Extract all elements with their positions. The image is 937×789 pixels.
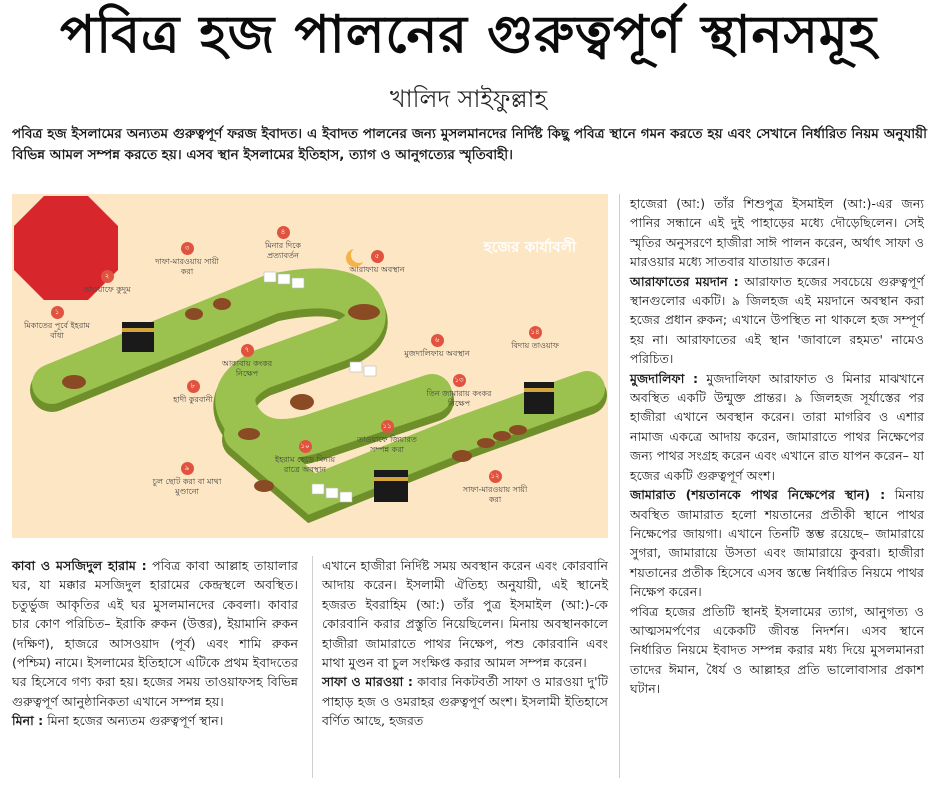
article-paragraph bbox=[12, 556, 298, 711]
step-4: ৪ মিনার দিকে প্রত্যাবর্তন bbox=[264, 228, 302, 260]
step-9: ৯ চুল ছোট করা বা মাথা মুণ্ডানো bbox=[152, 464, 222, 496]
paragraph-text: মিনা হজের অন্যতম গুরুত্বপূর্ণ স্থান। bbox=[43, 713, 224, 729]
step-1: ১ মিকাতের পূর্বে ইহরাম বাঁধা bbox=[24, 308, 90, 340]
section-heading: মিনা : bbox=[12, 713, 44, 729]
article-column-1 bbox=[12, 556, 298, 731]
paragraph-text: মিনায় অবস্থিত জামারাত হলো শয়তানের প্রতীকী স্থানে পাথর নিক্ষেপের জায়গা। এখানে তিনটি স্তম্ভ রয়েছে– জামারায়ে সুগরা, জামারায়ে উসতা এবং জামারায়ে কুবরা। হাজীরা শয়তানের প্রতীক হিসেবে এসব স্তম্ভে নির্ধারিত নিয়মে পাথর নিক্ষেপ করেন। bbox=[630, 487, 925, 600]
step-2: ২ তাওয়াফে কুদুম bbox=[83, 272, 131, 294]
hajj-steps-infographic bbox=[12, 194, 608, 538]
column-divider bbox=[312, 556, 313, 778]
article-column-3 bbox=[630, 194, 924, 699]
step-10: ১০ ইহরাম ছেড়ে মিনায় রাত্রে অবস্থান bbox=[274, 442, 336, 474]
section-heading: আরাফাতের ময়দান : bbox=[630, 273, 739, 289]
article-paragraph bbox=[322, 672, 608, 730]
article-paragraph bbox=[630, 602, 924, 699]
section-heading: সাফা ও মারওয়া : bbox=[322, 674, 413, 690]
paragraph-text: পবিত্র হজের প্রতিটি স্থানই ইসলামের ত্যাগ, আনুগত্য ও আত্মসমর্পণের একেকটি জীবন্ত নিদর্শন। এসব স্থানে নির্ধারিত নিয়মে ইবাদত সম্পন্ন করার মধ্য দিয়ে মুসলমানরা তাদের ঈমান, ধৈর্য ও আল্লাহর প্রতি ভালোবাসার প্রকাশ ঘটান। bbox=[630, 603, 924, 697]
step-13: ১৩ তিন জামারায় কংকর নিক্ষেপ bbox=[426, 376, 492, 408]
section-heading: মুজদালিফা : bbox=[630, 370, 699, 386]
author-byline: খালিদ সাইফুল্লাহ bbox=[389, 85, 548, 113]
article-paragraph bbox=[630, 369, 924, 485]
section-heading: কাবা ও মসজিদুল হারাম : bbox=[12, 558, 147, 573]
paragraph-text: কাবার নিকটবর্তী সাফা ও মারওয়া দু'টি পাহাড় হজ ও ওমরাহর গুরুত্বপূর্ণ অংশ। ইসলামী ইতিহাসে বর্ণিত আছে, হজরত bbox=[322, 674, 609, 729]
article-column-2 bbox=[322, 556, 608, 731]
article-paragraph bbox=[12, 711, 298, 730]
column-divider bbox=[619, 194, 620, 778]
paragraph-text: আরাফাত হজের সবচেয়ে গুরুত্বপূর্ণ স্থানগুলোর একটি। ৯ জিলহজ এই ময়দানে অবস্থান করা হজের প্রধান রুকন; এখানে উপস্থিত না থাকলে হজ সম্পূর্ণ হয় না। আরাফাতের এই স্থান 'জাবালে রহমত' নামেও পরিচিত। bbox=[630, 273, 924, 367]
step-6: ৬ মুজদালিফায় অবস্থান bbox=[404, 336, 470, 358]
kaaba-icon-right bbox=[524, 382, 554, 414]
kaaba-icon-left bbox=[122, 322, 154, 352]
badge-label: হজের কার্যাবলী bbox=[483, 238, 577, 256]
step-5: ৫ আরাফায় অবস্থান bbox=[349, 252, 405, 274]
step-8: ৮ হাদী কুরবানী bbox=[173, 382, 213, 404]
intro-paragraph: পবিত্র হজ ইসলামের অন্যতম গুরুত্বপূর্ণ ফরজ ইবাদত। এ ইবাদত পালনের জন্য মুসলমানদের নির্দিষ্ট কিছু পবিত্র স্থানে গমন করতে হয় এবং সেখানে নির্ধারিত নিয়ম অনুযায়ী বিভিন্ন আমল সম্পন্ন করতে হয়। এসব স্থান ইসলামের ইতিহাস, ত্যাগ ও আনুগত্যের স্মৃতিবাহী। bbox=[12, 126, 927, 163]
step-14: ১৪ বিদায় তাওয়াফ bbox=[511, 328, 559, 350]
step-3: ৩ দাফা-মারওয়ায় সায়ী করা bbox=[155, 244, 219, 276]
article-paragraph bbox=[630, 485, 924, 601]
article-paragraph bbox=[630, 272, 924, 369]
article-paragraph bbox=[322, 556, 608, 672]
step-12: ১২ সাফা-মারওয়ায় সায়ী করা bbox=[462, 472, 528, 504]
paragraph-text: পবিত্র কাবা আল্লাহ তায়ালার ঘর, যা মক্কার মসজিদুল হারামের কেন্দ্রস্থলে অবস্থিত। চতুর্ভুজ আকৃতির এই ঘর মুসলমানদের কেবলা। কাবার চার কোণ পরিচিত– ইরাকি রুকন (উত্তর), ইয়ামানি রুকন (দক্ষিণ), হাজরে আসওয়াদ (পূর্ব) এবং শামি রুকন (পশ্চিম) নামে। ইসলামের ইতিহাসে এটিকে প্রথম ইবাদতের ঘর হিসেবে গণ্য করা হয়। হজের সময় তাওয়াফসহ বিভিন্ন গুরুত্বপূর্ণ আনুষ্ঠানিকতা এখানে সম্পন্ন হয়। bbox=[12, 558, 298, 709]
step-7: ৭ আকাবায় কংকর নিক্ষেপ bbox=[221, 346, 273, 378]
article-paragraph bbox=[630, 194, 924, 272]
paragraph-text: এখানে হাজীরা নির্দিষ্ট সময় অবস্থান করেন এবং কোরবানি আদায় করেন। ইসলামী ঐতিহ্য অনুযায়ী, এই স্থানেই হজরত ইবরাহিম (আ:) তাঁর পুত্র ইসমাইল (আ:)-কে কোরবানি করার প্রস্তুতি নিয়েছিলেন। মিনায় অবস্থানকালে হাজীরা জামারাতে পাথর নিক্ষেপ, পশু কোরবানি এবং মাথা মুণ্ডন বা চুল সংক্ষিপ্ত করার আমল সম্পন্ন করেন। bbox=[322, 558, 608, 671]
kaaba-icon-bottom bbox=[374, 470, 408, 502]
article-headline: পবিত্র হজ পালনের গুরুত্বপূর্ণ স্থানসমূহ bbox=[59, 4, 878, 65]
paragraph-text: হাজেরা (আ:) তাঁর শিশুপুত্র ইসমাইল (আ:)-এর জন্য পানির সন্ধানে এই দুই পাহাড়ের মধ্যে দৌড়েছিলেন। সেই স্মৃতির অনুসরণে হাজীরা সাঈ পালন করেন, অর্থাৎ সাফা ও মারওয়ার মধ্যে সাতবার যাতায়াত করেন। bbox=[630, 196, 924, 270]
section-heading: জামারাত (শয়তানকে পাথর নিক্ষেপের স্থান) : bbox=[630, 487, 886, 503]
step-11: ১১ তাওয়াফে জিয়ারত সম্পন্ন করা bbox=[357, 422, 417, 454]
paragraph-text: মুজদালিফা আরাফাত ও মিনার মাঝখানে অবস্থিত একটি উন্মুক্ত প্রান্তর। ৯ জিলহজ সূর্যাস্তের পর হাজীরা এখানে অবস্থান করেন। তারা মাগরিব ও এশার নামাজ একত্রে আদায় করেন, জামারাতে পাথর নিক্ষেপের জন্য পাথর সংগ্রহ করেন এবং এখানে রাত যাপন করেন– যা হজের একটি গুরুত্বপূর্ণ অংশ। bbox=[630, 370, 924, 483]
